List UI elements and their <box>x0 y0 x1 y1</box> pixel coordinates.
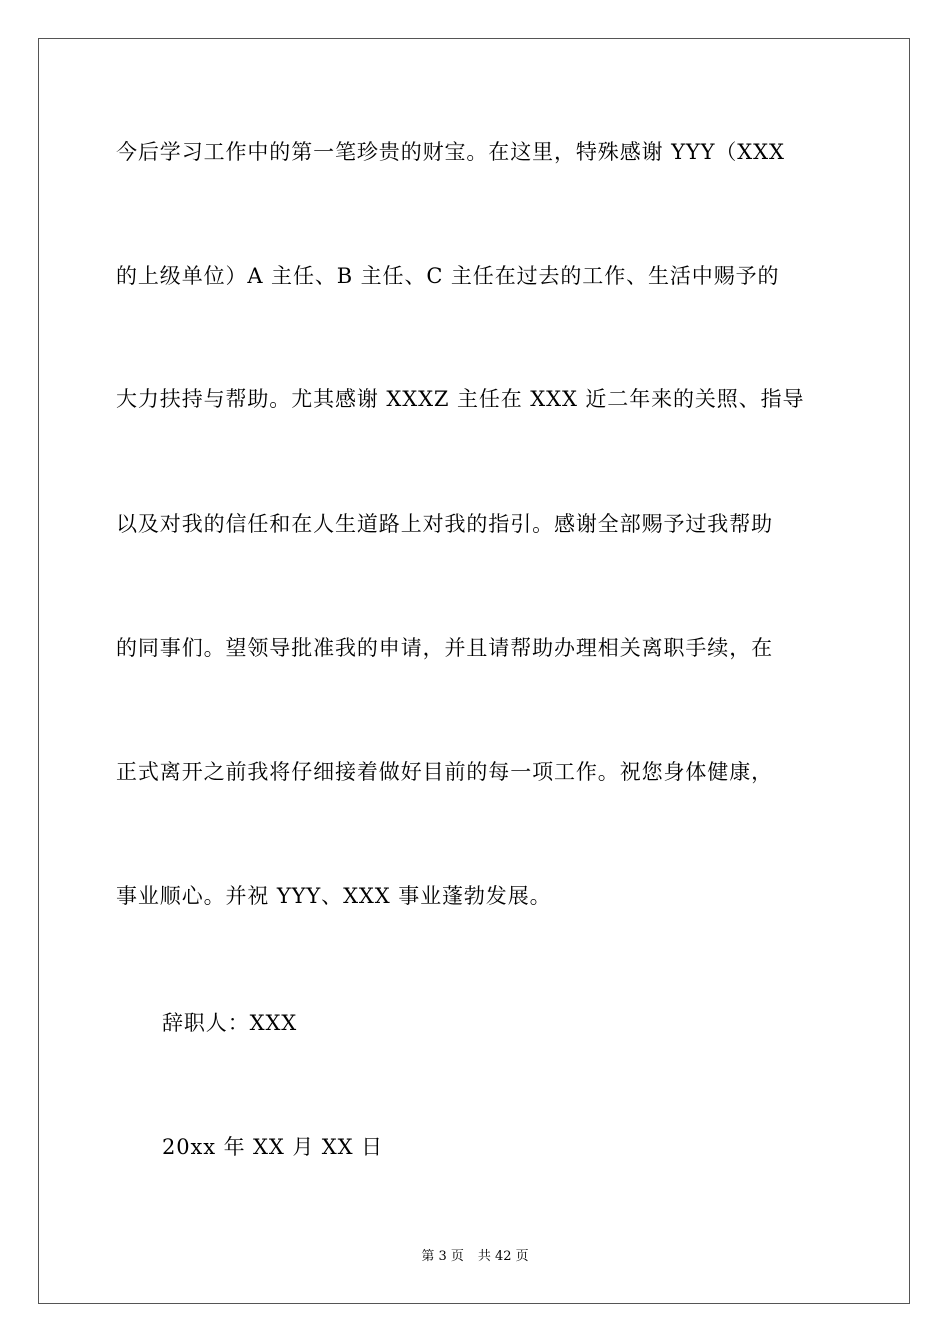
body-line-5: 的同事们。望领导批准我的申请，并且请帮助办理相关离职手续，在 <box>116 636 773 660</box>
body-line-6: 正式离开之前我将仔细接着做好目前的每一项工作。祝您身体健康， <box>116 760 773 784</box>
date-line: 20xx 年 XX 月 XX 日 <box>162 1135 383 1159</box>
body-line-2: 的上级单位）A 主任、B 主任、C 主任在过去的工作、生活中赐予的 <box>116 264 780 288</box>
body-line-1: 今后学习工作中的第一笔珍贵的财宝。在这里，特殊感谢 YYY（XXX <box>116 140 785 164</box>
page-number: 第 3 页 <box>421 1249 464 1264</box>
body-line-4: 以及对我的信任和在人生道路上对我的指引。感谢全部赐予过我帮助 <box>116 512 773 536</box>
body-line-3: 大力扶持与帮助。尤其感谢 XXXZ 主任在 XXX 近二年来的关照、指导 <box>116 387 805 411</box>
body-line-7: 事业顺心。并祝 YYY、XXX 事业蓬勃发展。 <box>116 884 552 908</box>
page-footer <box>0 1248 950 1266</box>
page-border <box>38 38 910 1304</box>
page-total: 共 42 页 <box>477 1249 529 1264</box>
signature-line: 辞职人：XXX <box>162 1011 298 1035</box>
